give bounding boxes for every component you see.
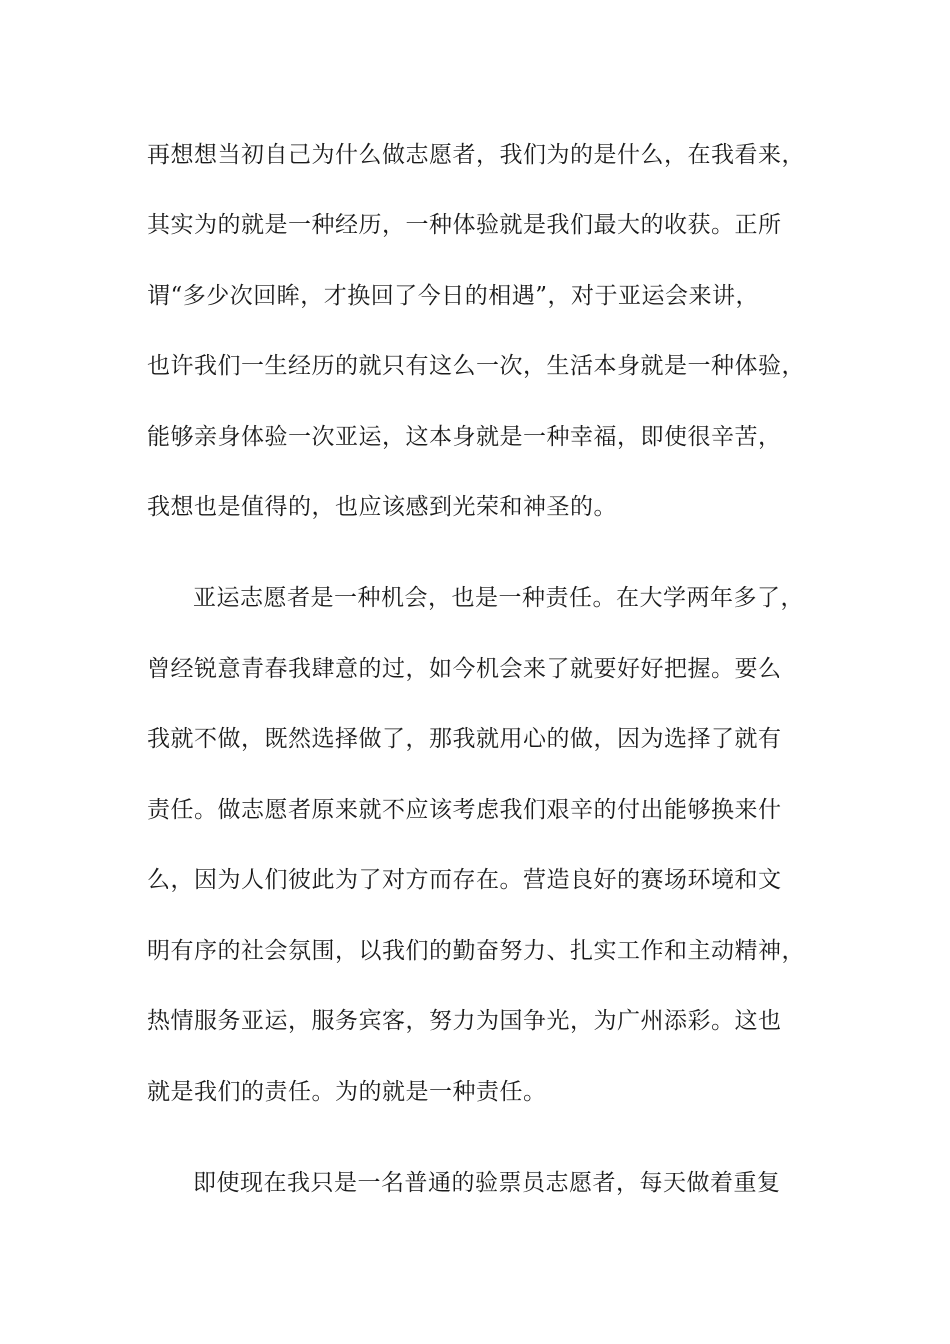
- text-line: 责任。做志愿者原来就不应该考虑我们艰辛的付出能够换来什: [147, 797, 782, 823]
- text-line: 么，因为人们彼此为了对方而存在。营造良好的赛场环境和文: [147, 867, 782, 893]
- text-line: 其实为的就是一种经历，一种体验就是我们最大的收获。正所: [147, 212, 782, 238]
- paragraph-first-line: 即使现在我只是一名普通的验票员志愿者，每天做着重复: [193, 1170, 781, 1196]
- text-line: 能够亲身体验一次亚运，这本身就是一种幸福，即使很辛苦，: [147, 424, 782, 450]
- text-line: 谓“多少次回眸，才换回了今日的相遇”，对于亚运会来讲，: [147, 283, 760, 309]
- text-line: 我就不做，既然选择做了，那我就用心的做，因为选择了就有: [147, 726, 782, 752]
- text-line: 曾经锐意青春我肆意的过，如今机会来了就要好好把握。要么: [147, 656, 782, 682]
- paragraph-first-line: 亚运志愿者是一种机会，也是一种责任。在大学两年多了，: [193, 585, 804, 611]
- text-line: 热情服务亚运，服务宾客，努力为国争光，为广州添彩。这也: [147, 1008, 782, 1034]
- text-line: 就是我们的责任。为的就是一种责任。: [147, 1079, 547, 1105]
- text-line: 也许我们一生经历的就只有这么一次，生活本身就是一种体验，: [147, 353, 805, 379]
- text-line: 再想想当初自己为什么做志愿者，我们为的是什么，在我看来，: [147, 142, 805, 168]
- text-line: 我想也是值得的，也应该感到光荣和神圣的。: [147, 494, 617, 520]
- text-line: 明有序的社会氛围，以我们的勤奋努力、扎实工作和主动精神，: [147, 938, 805, 964]
